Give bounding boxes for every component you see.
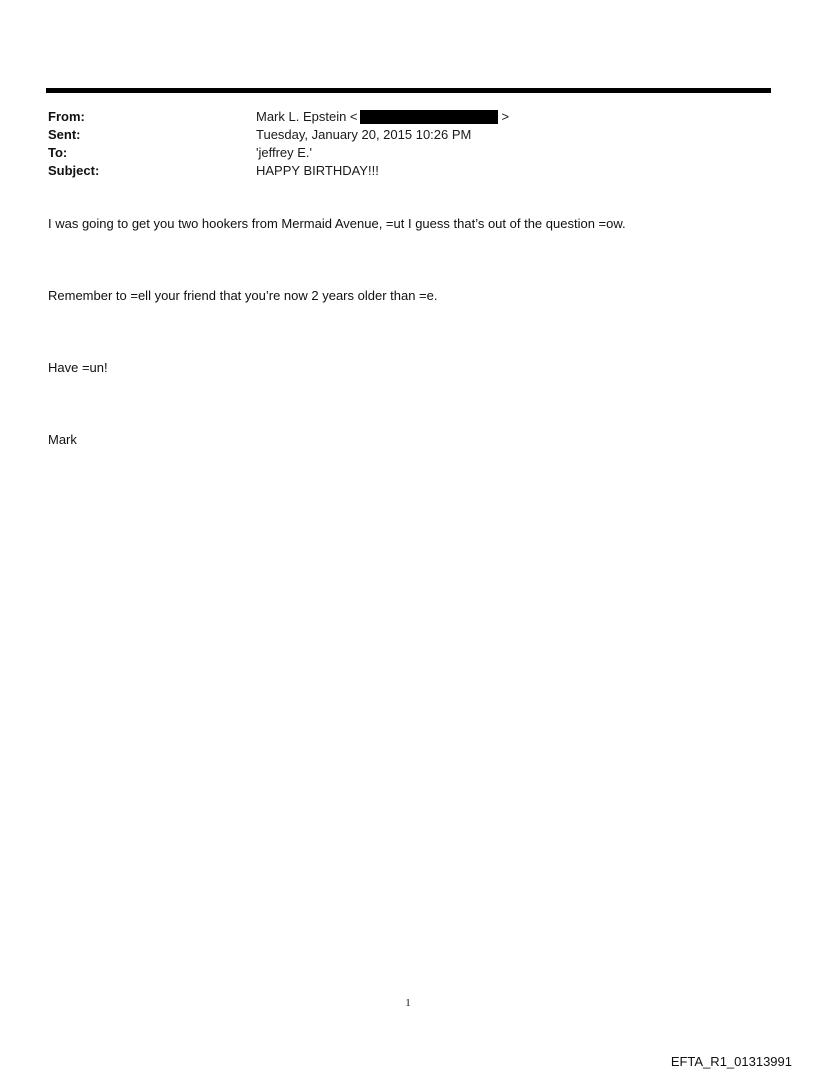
document-id: EFTA_R1_01313991 xyxy=(670,1054,792,1069)
to-value: 'jeffrey E.' xyxy=(256,145,313,160)
from-value xyxy=(256,108,509,126)
to-label: To: xyxy=(48,145,68,160)
email-header xyxy=(48,108,509,180)
signature: Mark xyxy=(48,432,77,447)
body-line-3: Have =un! xyxy=(48,360,108,375)
redaction-block xyxy=(360,110,498,124)
subject-row xyxy=(48,162,509,180)
subject-label: Subject: xyxy=(48,163,100,178)
sent-value: Tuesday, January 20, 2015 10:26 PM xyxy=(256,127,472,142)
body-line-2: Remember to =ell your friend that you’re now 2 years older than =e. xyxy=(48,288,438,303)
header-divider xyxy=(46,88,771,93)
from-label: From: xyxy=(48,109,85,124)
page-number: 1 xyxy=(405,997,411,1009)
from-close: > xyxy=(501,109,510,124)
body-line-1: I was going to get you two hookers from Mermaid Avenue, =ut I guess that’s out of the question =ow. xyxy=(48,216,626,231)
from-row xyxy=(48,108,509,126)
sent-row xyxy=(48,126,509,144)
to-row xyxy=(48,144,509,162)
from-name: Mark L. Epstein < xyxy=(256,109,358,124)
subject-value: HAPPY BIRTHDAY!!! xyxy=(256,163,379,178)
sent-label: Sent: xyxy=(48,127,81,142)
